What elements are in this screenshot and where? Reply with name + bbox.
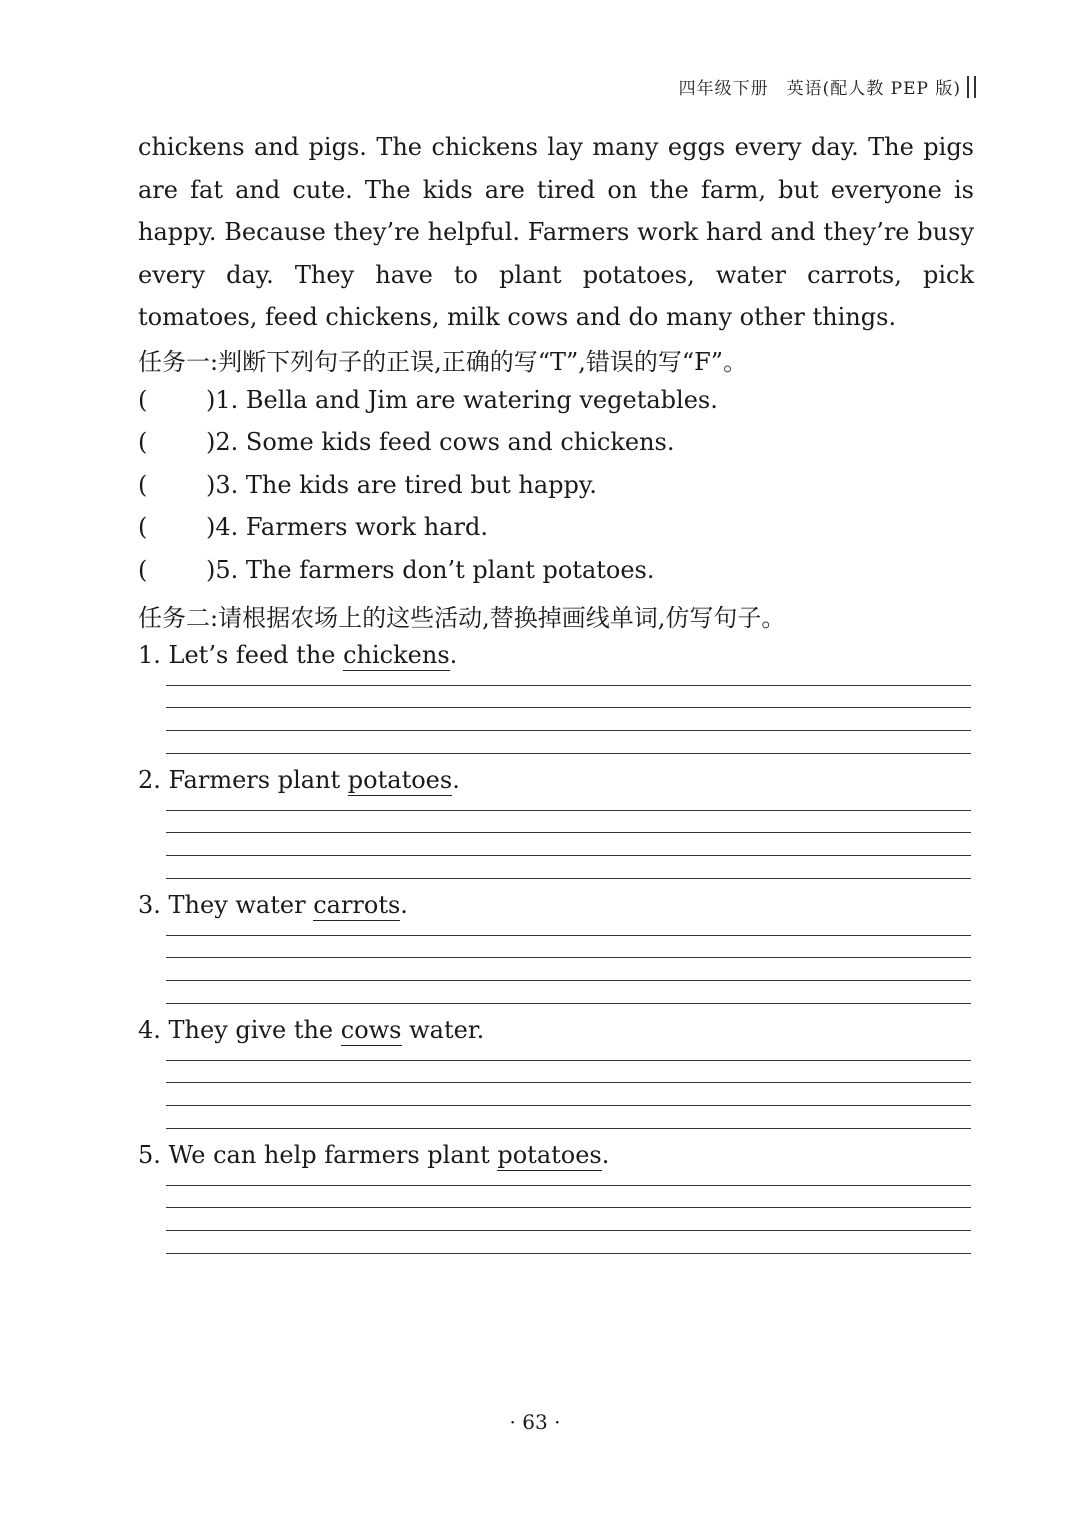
question-text: 2. Farmers plant: [138, 766, 348, 794]
question-text: 1. Let’s feed the: [138, 641, 344, 669]
writing-line[interactable]: [166, 855, 971, 856]
task1-title: 任务一:判断下列句子的正误,正确的写“T”,错误的写“F”。: [138, 348, 748, 376]
answer-blank[interactable]: (: [138, 556, 148, 584]
passage-line: tomatoes, feed chickens, milk cows and do many other things.: [138, 303, 897, 332]
writing-line[interactable]: [166, 878, 971, 879]
underlined-word: cows: [340, 1016, 402, 1044]
rewrite-question-1: [138, 641, 457, 669]
judge-item-2: [138, 428, 674, 456]
writing-line[interactable]: [166, 1105, 971, 1106]
question-text: .: [452, 766, 460, 794]
task2-title: 任务二:请根据农场上的这些活动,替换掉画线单词,仿写句子。: [138, 604, 786, 632]
underlined-word: chickens: [343, 641, 450, 669]
question-text: 5. We can help farmers plant: [138, 1141, 498, 1169]
writing-line[interactable]: [166, 685, 971, 686]
judge-item-5: [138, 556, 655, 584]
writing-line[interactable]: [166, 1082, 971, 1083]
rewrite-question-4: [138, 1016, 484, 1044]
writing-line[interactable]: [166, 1230, 971, 1231]
passage-line: are fat and cute. The kids are tired on the farm, but everyone is: [138, 175, 974, 204]
writing-line[interactable]: [166, 707, 971, 708]
judge-item-3: [138, 471, 597, 499]
writing-line[interactable]: [166, 1060, 971, 1061]
running-header: [679, 74, 976, 99]
writing-line[interactable]: [166, 1128, 971, 1129]
passage-line: every day. They have to plant potatoes, water carrots, pick: [138, 260, 974, 289]
writing-line[interactable]: [166, 810, 971, 811]
question-text: .: [601, 1141, 610, 1169]
writing-line[interactable]: [166, 957, 971, 958]
answer-blank[interactable]: (: [138, 471, 148, 499]
judge-text: )3. The kids are tired but happy.: [206, 471, 597, 499]
rewrite-question-5: [138, 1141, 609, 1169]
writing-line[interactable]: [166, 935, 971, 936]
judge-text: )5. The farmers don’t plant potatoes.: [206, 556, 655, 584]
judge-text: )1. Bella and Jim are watering vegetables.: [206, 386, 718, 414]
question-text: water.: [401, 1016, 485, 1044]
judge-text: )4. Farmers work hard.: [206, 513, 488, 541]
underlined-word: potatoes: [347, 766, 453, 794]
answer-blank[interactable]: (: [138, 513, 148, 541]
writing-line[interactable]: [166, 730, 971, 731]
rewrite-question-2: [138, 766, 460, 794]
passage-line: chickens and pigs. The chickens lay many eggs every day. The pigs: [138, 133, 974, 161]
writing-line[interactable]: [166, 980, 971, 981]
question-text: .: [449, 641, 458, 669]
passage-line: happy. Because they’re helpful. Farmers work hard and they’re busy: [138, 218, 974, 247]
answer-blank[interactable]: (: [138, 428, 148, 456]
header-text: 四年级下册 英语(配人教 PEP 版): [678, 79, 961, 99]
header-double-bar: [967, 76, 976, 98]
writing-line[interactable]: [166, 832, 971, 833]
question-text: .: [400, 891, 408, 919]
rewrite-question-3: [138, 891, 408, 919]
question-text: 3. They water: [138, 891, 314, 919]
underlined-word: potatoes: [497, 1141, 602, 1169]
reading-passage: [138, 126, 974, 339]
underlined-word: carrots: [313, 891, 401, 919]
judge-text: )2. Some kids feed cows and chickens.: [206, 428, 675, 456]
judge-item-1: [138, 386, 718, 414]
writing-line[interactable]: [166, 1003, 971, 1004]
judge-item-4: [138, 513, 488, 541]
writing-line[interactable]: [166, 1207, 971, 1208]
writing-line[interactable]: [166, 1253, 971, 1254]
writing-line[interactable]: [166, 1185, 971, 1186]
page-number: · 63 ·: [509, 1410, 561, 1434]
writing-line[interactable]: [166, 753, 971, 754]
answer-blank[interactable]: (: [138, 386, 148, 414]
question-text: 4. They give the: [138, 1016, 341, 1044]
